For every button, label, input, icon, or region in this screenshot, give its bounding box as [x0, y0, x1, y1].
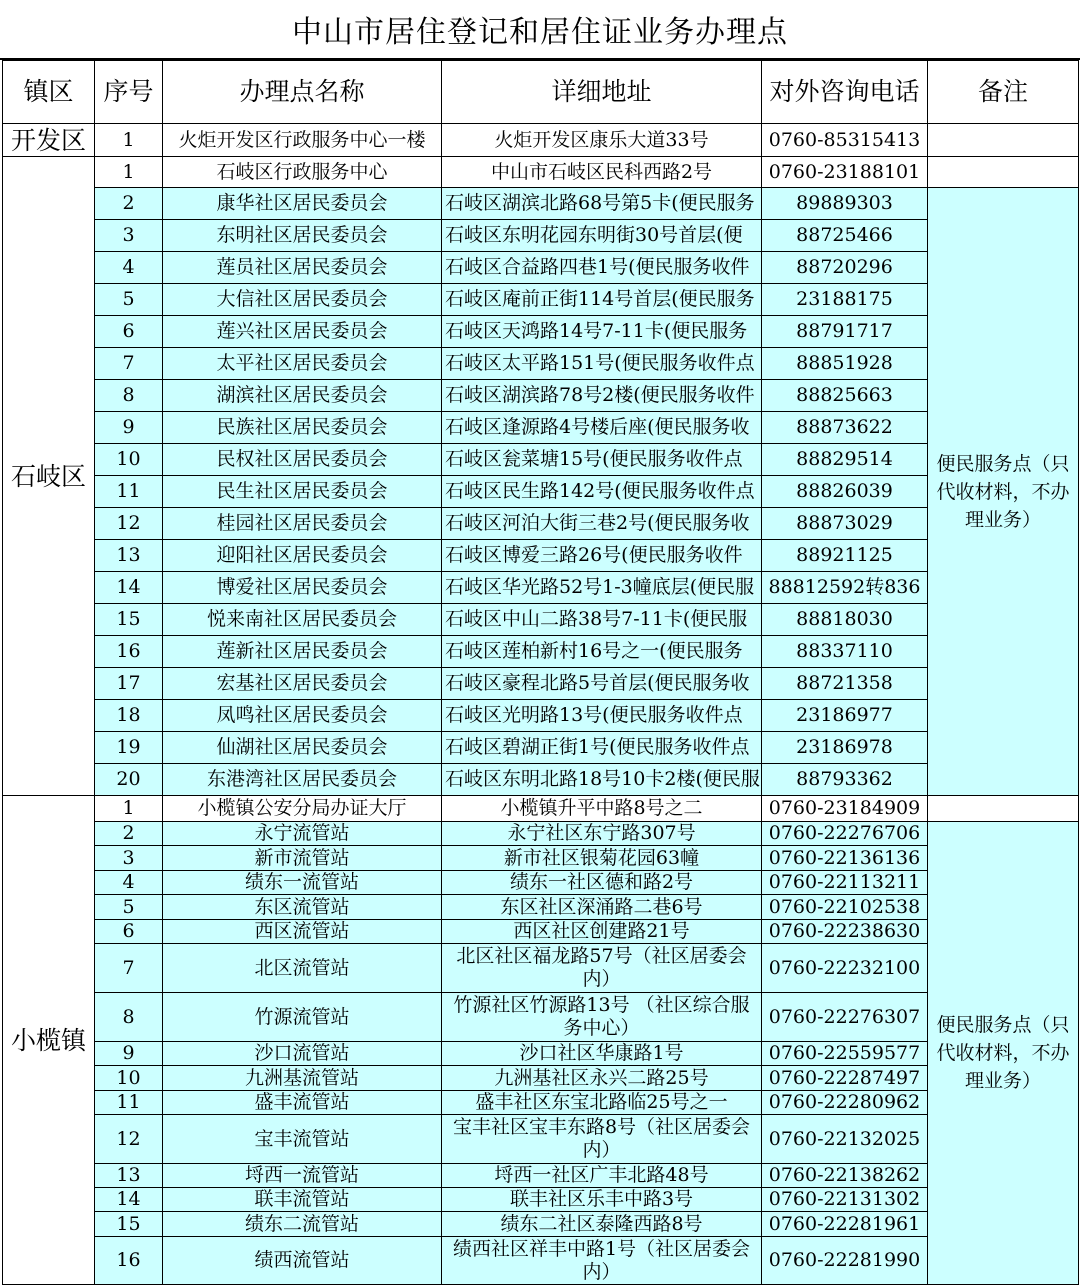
office-address: 石岐区湖滨北路68号第5卡(便民服务	[442, 188, 762, 220]
table-row	[3, 188, 1079, 220]
table-row	[3, 1066, 1079, 1091]
office-phone: 0760-22559577	[762, 1042, 928, 1066]
row-number: 10	[95, 1066, 163, 1091]
table-row	[3, 412, 1079, 444]
table-row	[3, 700, 1079, 732]
office-phone: 0760-22138262	[762, 1164, 928, 1188]
table-row	[3, 920, 1079, 944]
table-row	[3, 124, 1079, 157]
office-phone: 0760-22281990	[762, 1237, 928, 1285]
office-name: 绩东二流管站	[163, 1212, 442, 1237]
row-number: 15	[95, 1212, 163, 1237]
row-number: 1	[95, 124, 163, 157]
office-phone: 88812592转836	[762, 572, 928, 604]
row-number: 14	[95, 572, 163, 604]
table-row	[3, 668, 1079, 700]
office-phone: 89889303	[762, 188, 928, 220]
office-address: 石岐区华光路52号1-3幢底层(便民服	[442, 572, 762, 604]
row-number: 13	[95, 540, 163, 572]
office-name: 沙口流管站	[163, 1042, 442, 1066]
office-address: 石岐区天鸿路14号7-11卡(便民服务	[442, 316, 762, 348]
office-address: 中山市石岐区民科西路2号	[442, 157, 762, 188]
row-number: 7	[95, 944, 163, 993]
office-address: 永宁社区东宁路307号	[442, 822, 762, 846]
note-cell: 便民服务点（只代收材料，不办理业务）	[928, 188, 1079, 796]
note-cell: 便民服务点（只代收材料，不办理业务）	[928, 822, 1079, 1285]
office-address: 竹源社区竹源路13号 （社区综合服务中心）	[442, 993, 762, 1042]
office-address: 北区社区福龙路57号（社区居委会内）	[442, 944, 762, 993]
table-row	[3, 895, 1079, 920]
office-phone: 88825663	[762, 380, 928, 412]
table-row	[3, 380, 1079, 412]
office-name: 东区流管站	[163, 895, 442, 920]
office-address: 石岐区逢源路4号楼后座(便民服务收	[442, 412, 762, 444]
table-row	[3, 1115, 1079, 1164]
office-address: 石岐区瓮菜塘15号(便民服务收件点	[442, 444, 762, 476]
table-row	[3, 636, 1079, 668]
office-name: 桂园社区居民委员会	[163, 508, 442, 540]
table-row	[3, 1042, 1079, 1066]
office-phone: 88829514	[762, 444, 928, 476]
row-number: 1	[95, 157, 163, 188]
office-phone: 88725466	[762, 220, 928, 252]
table-row	[3, 604, 1079, 636]
table-row	[3, 796, 1079, 822]
row-number: 10	[95, 444, 163, 476]
office-address: 石岐区中山二路38号7-11卡(便民服	[442, 604, 762, 636]
table-row	[3, 822, 1079, 846]
office-phone: 88873622	[762, 412, 928, 444]
row-number: 9	[95, 1042, 163, 1066]
table-row	[3, 444, 1079, 476]
town-cell: 开发区	[3, 124, 95, 157]
office-name: 民生社区居民委员会	[163, 476, 442, 508]
office-name: 九洲基流管站	[163, 1066, 442, 1091]
office-address: 西区社区创建路21号	[442, 920, 762, 944]
office-address: 石岐区合益路四巷1号(便民服务收件	[442, 252, 762, 284]
page-title: 中山市居住登记和居住证业务办理点	[0, 0, 1080, 60]
office-name: 博爱社区居民委员会	[163, 572, 442, 604]
row-number: 14	[95, 1188, 163, 1212]
office-phone: 88791717	[762, 316, 928, 348]
office-phone: 0760-22238630	[762, 920, 928, 944]
office-address: 新市社区银菊花园63幢	[442, 846, 762, 871]
row-number: 5	[95, 284, 163, 316]
office-phone: 0760-22281961	[762, 1212, 928, 1237]
office-address: 宝丰社区宝丰东路8号（社区居委会内）	[442, 1115, 762, 1164]
office-name: 东明社区居民委员会	[163, 220, 442, 252]
office-address: 绩东二社区泰隆西路8号	[442, 1212, 762, 1237]
office-address: 石岐区湖滨路78号2楼(便民服务收件	[442, 380, 762, 412]
registration-table	[2, 60, 1079, 1285]
table-row	[3, 846, 1079, 871]
office-name: 火炬开发区行政服务中心一楼	[163, 124, 442, 157]
row-number: 7	[95, 348, 163, 380]
row-number: 13	[95, 1164, 163, 1188]
office-phone: 0760-22136136	[762, 846, 928, 871]
table-row	[3, 1237, 1079, 1285]
table-row	[3, 1091, 1079, 1115]
row-number: 4	[95, 871, 163, 895]
office-phone: 0760-22113211	[762, 871, 928, 895]
row-number: 11	[95, 476, 163, 508]
office-name: 盛丰流管站	[163, 1091, 442, 1115]
table-row	[3, 732, 1079, 764]
office-phone: 88337110	[762, 636, 928, 668]
header-row	[3, 61, 1079, 124]
office-phone: 0760-22232100	[762, 944, 928, 993]
office-phone: 88873029	[762, 508, 928, 540]
office-address: 沙口社区华康路1号	[442, 1042, 762, 1066]
office-phone: 88721358	[762, 668, 928, 700]
office-phone: 0760-85315413	[762, 124, 928, 157]
office-address: 石岐区东明花园东明街30号首层(便	[442, 220, 762, 252]
row-number: 16	[95, 636, 163, 668]
office-phone: 0760-22276307	[762, 993, 928, 1042]
office-name: 小榄镇公安分局办证大厅	[163, 796, 442, 822]
office-phone: 0760-23184909	[762, 796, 928, 822]
table-row	[3, 284, 1079, 316]
office-phone: 0760-22287497	[762, 1066, 928, 1091]
office-phone: 88720296	[762, 252, 928, 284]
header-phone: 对外咨询电话	[762, 61, 928, 124]
office-phone: 88921125	[762, 540, 928, 572]
table-row	[3, 508, 1079, 540]
office-address: 绩西社区祥丰中路1号（社区居委会内）	[442, 1237, 762, 1285]
row-number: 12	[95, 1115, 163, 1164]
office-phone: 23186977	[762, 700, 928, 732]
table-row	[3, 348, 1079, 380]
office-name: 联丰流管站	[163, 1188, 442, 1212]
row-number: 11	[95, 1091, 163, 1115]
office-phone: 23186978	[762, 732, 928, 764]
office-address: 九洲基社区永兴二路25号	[442, 1066, 762, 1091]
table-row	[3, 871, 1079, 895]
row-number: 8	[95, 993, 163, 1042]
town-cell: 石岐区	[3, 157, 95, 796]
row-number: 18	[95, 700, 163, 732]
office-address: 石岐区河泊大街三巷2号(便民服务收	[442, 508, 762, 540]
office-address: 石岐区碧湖正街1号(便民服务收件点	[442, 732, 762, 764]
office-name: 埒西一流管站	[163, 1164, 442, 1188]
row-number: 2	[95, 188, 163, 220]
office-phone: 0760-22131302	[762, 1188, 928, 1212]
office-address: 石岐区民生路142号(便民服务收件点	[442, 476, 762, 508]
office-name: 北区流管站	[163, 944, 442, 993]
office-address: 石岐区博爱三路26号(便民服务收件	[442, 540, 762, 572]
office-name: 仙湖社区居民委员会	[163, 732, 442, 764]
row-number: 12	[95, 508, 163, 540]
table-row	[3, 252, 1079, 284]
table-row	[3, 572, 1079, 604]
row-number: 16	[95, 1237, 163, 1285]
office-name: 绩东一流管站	[163, 871, 442, 895]
office-name: 迎阳社区居民委员会	[163, 540, 442, 572]
table-row	[3, 157, 1079, 188]
row-number: 6	[95, 316, 163, 348]
header-name: 办理点名称	[163, 61, 442, 124]
table-row	[3, 1188, 1079, 1212]
office-name: 宝丰流管站	[163, 1115, 442, 1164]
office-address: 石岐区豪程北路5号首层(便民服务收	[442, 668, 762, 700]
office-name: 西区流管站	[163, 920, 442, 944]
office-address: 石岐区光明路13号(便民服务收件点	[442, 700, 762, 732]
table-row	[3, 476, 1079, 508]
office-address: 东区社区深涌路二巷6号	[442, 895, 762, 920]
office-name: 石岐区行政服务中心	[163, 157, 442, 188]
header-town: 镇区	[3, 61, 95, 124]
header-no: 序号	[95, 61, 163, 124]
office-name: 大信社区居民委员会	[163, 284, 442, 316]
town-cell: 小榄镇	[3, 796, 95, 1285]
row-number: 4	[95, 252, 163, 284]
table-row	[3, 1164, 1079, 1188]
office-phone: 23188175	[762, 284, 928, 316]
row-number: 20	[95, 764, 163, 796]
office-phone: 88818030	[762, 604, 928, 636]
office-name: 永宁流管站	[163, 822, 442, 846]
office-address: 联丰社区乐丰中路3号	[442, 1188, 762, 1212]
row-number: 5	[95, 895, 163, 920]
office-address: 火炬开发区康乐大道33号	[442, 124, 762, 157]
office-name: 莲员社区居民委员会	[163, 252, 442, 284]
header-note: 备注	[928, 61, 1079, 124]
office-phone: 88793362	[762, 764, 928, 796]
row-number: 15	[95, 604, 163, 636]
row-number: 19	[95, 732, 163, 764]
row-number: 1	[95, 796, 163, 822]
office-address: 石岐区太平路151号(便民服务收件点	[442, 348, 762, 380]
row-number: 3	[95, 220, 163, 252]
row-number: 9	[95, 412, 163, 444]
office-name: 太平社区居民委员会	[163, 348, 442, 380]
office-name: 绩西流管站	[163, 1237, 442, 1285]
note-cell	[928, 796, 1079, 822]
note-cell	[928, 157, 1079, 188]
table-row	[3, 1212, 1079, 1237]
table-row	[3, 993, 1079, 1042]
office-name: 康华社区居民委员会	[163, 188, 442, 220]
office-name: 民权社区居民委员会	[163, 444, 442, 476]
row-number: 3	[95, 846, 163, 871]
office-phone: 88851928	[762, 348, 928, 380]
office-address: 绩东一社区德和路2号	[442, 871, 762, 895]
row-number: 6	[95, 920, 163, 944]
office-name: 宏基社区居民委员会	[163, 668, 442, 700]
table-row	[3, 764, 1079, 796]
office-phone: 0760-22102538	[762, 895, 928, 920]
office-phone: 88826039	[762, 476, 928, 508]
note-cell	[928, 124, 1079, 157]
office-phone: 0760-22132025	[762, 1115, 928, 1164]
office-address: 石岐区莲柏新村16号之一(便民服务	[442, 636, 762, 668]
row-number: 17	[95, 668, 163, 700]
table-row	[3, 944, 1079, 993]
table-row	[3, 540, 1079, 572]
office-address: 石岐区东明北路18号10卡2楼(便民服	[442, 764, 762, 796]
office-name: 莲新社区居民委员会	[163, 636, 442, 668]
office-address: 埒西一社区广丰北路48号	[442, 1164, 762, 1188]
office-name: 东港湾社区居民委员会	[163, 764, 442, 796]
office-address: 石岐区庵前正街114号首层(便民服务	[442, 284, 762, 316]
office-address: 小榄镇升平中路8号之二	[442, 796, 762, 822]
office-phone: 0760-23188101	[762, 157, 928, 188]
header-address: 详细地址	[442, 61, 762, 124]
table-row	[3, 220, 1079, 252]
office-phone: 0760-22276706	[762, 822, 928, 846]
office-name: 凤鸣社区居民委员会	[163, 700, 442, 732]
office-phone: 0760-22280962	[762, 1091, 928, 1115]
office-name: 新市流管站	[163, 846, 442, 871]
row-number: 8	[95, 380, 163, 412]
office-name: 湖滨社区居民委员会	[163, 380, 442, 412]
office-name: 悦来南社区居民委员会	[163, 604, 442, 636]
table-row	[3, 316, 1079, 348]
office-address: 盛丰社区东宝北路临25号之一	[442, 1091, 762, 1115]
office-name: 莲兴社区居民委员会	[163, 316, 442, 348]
row-number: 2	[95, 822, 163, 846]
office-name: 竹源流管站	[163, 993, 442, 1042]
office-name: 民族社区居民委员会	[163, 412, 442, 444]
